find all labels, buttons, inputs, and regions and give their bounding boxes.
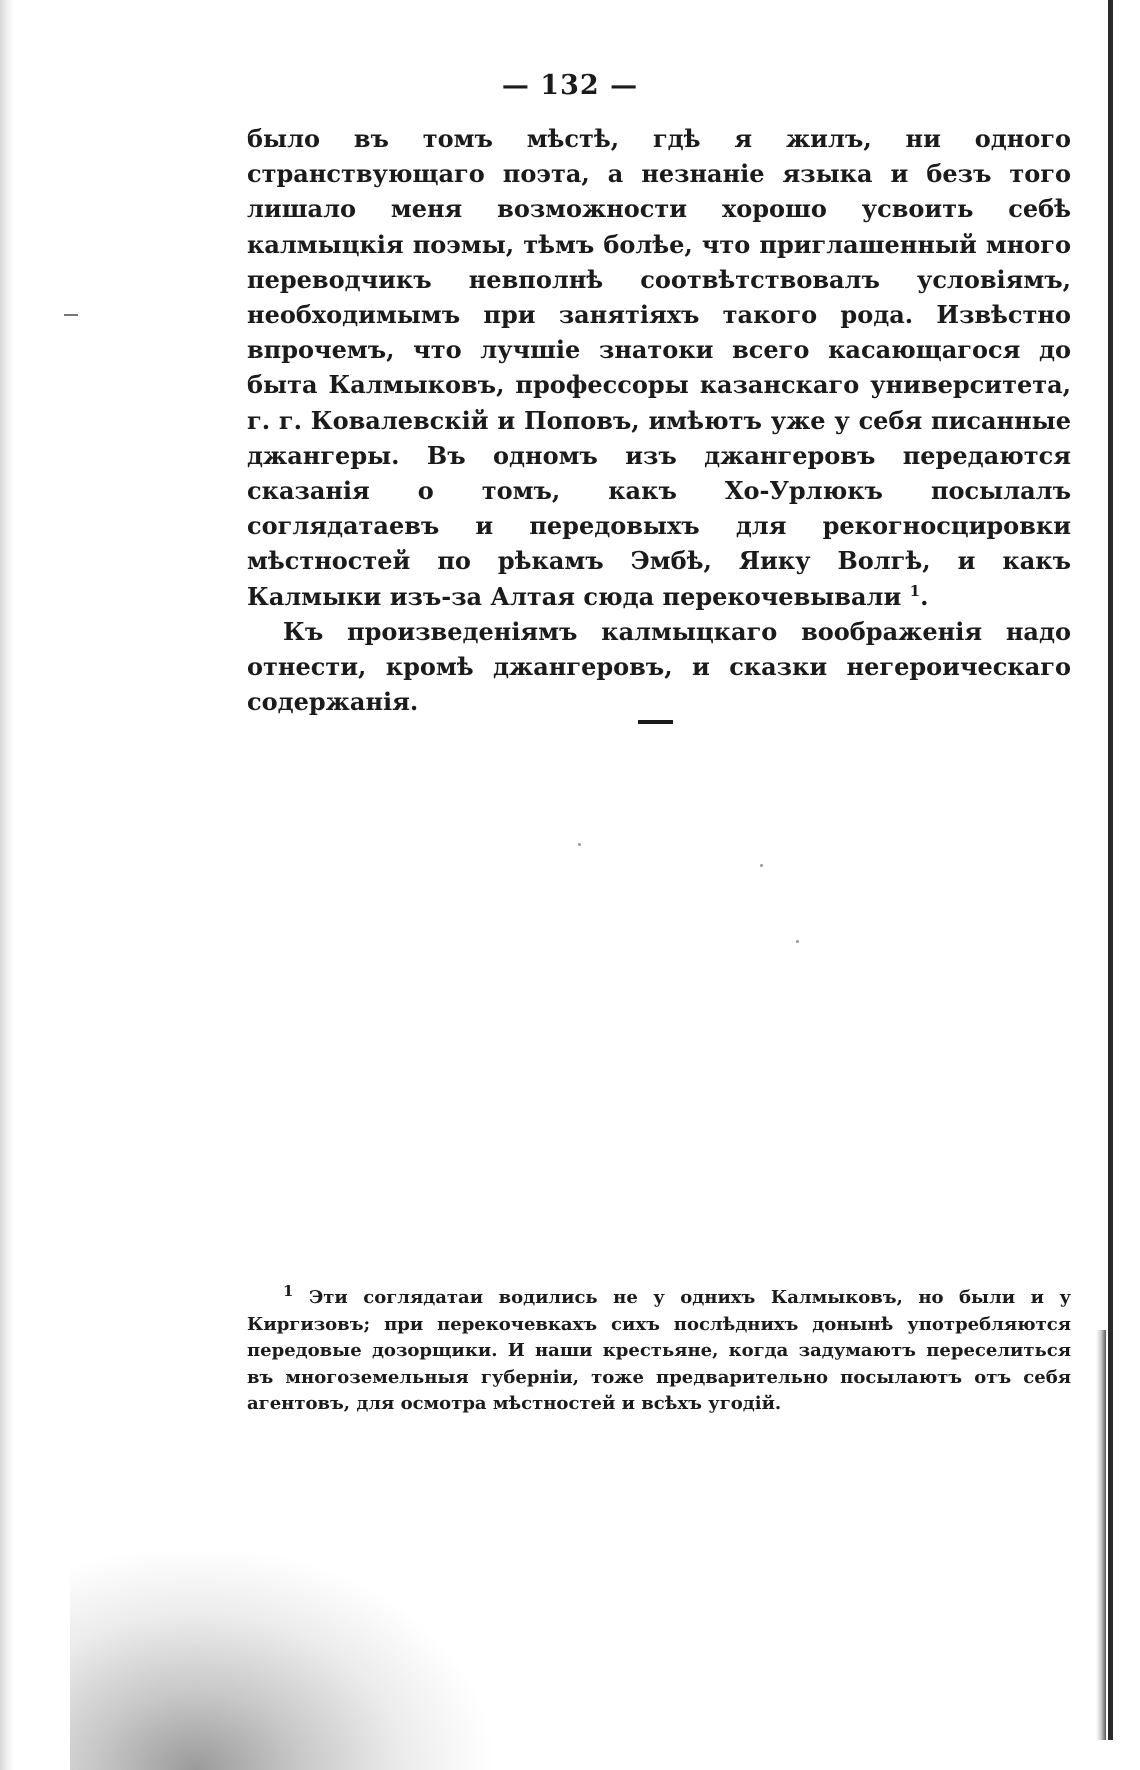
footnote-text: Эти соглядатаи водились не у однихъ Калмыковъ, но были и у Киргизовъ; при перекочевкахъ сихъ послѣднихъ донынѣ употребляются передовые дозорщики. И наши крестьяне, когда задумаютъ переселиться въ многоземельныя губерніи, тоже предварительно посылаютъ отъ себя агентовъ, для осмотра мѣстностей и всѣхъ угодій. bbox=[247, 1287, 1071, 1414]
body-text bbox=[247, 121, 1071, 719]
scan-right-edge bbox=[1108, 0, 1113, 1740]
scan-corner-smudge bbox=[70, 1550, 490, 1770]
paragraph: Къ произведеніямъ калмыцкаго воображенія надо отнести, кромѣ джангеровъ, и сказки негероическаго содержанія. bbox=[247, 616, 1071, 717]
scan-left-edge bbox=[0, 0, 14, 1770]
scan-right-shadow bbox=[1096, 1330, 1106, 1740]
paragraph bbox=[247, 121, 1071, 614]
scan-margin-mark bbox=[64, 314, 78, 316]
footnote bbox=[247, 1282, 1071, 1418]
scan-speck bbox=[796, 940, 799, 943]
footnote-paragraph bbox=[247, 1282, 1071, 1418]
page-number: — 132 — bbox=[501, 70, 639, 101]
scan-speck bbox=[578, 843, 581, 846]
scan-speck bbox=[760, 864, 763, 867]
footnote-marker: 1 bbox=[283, 1282, 294, 1300]
paragraph-text: было въ томъ мѣстѣ, гдѣ я жилъ, ни одного странствующаго поэта, а незнаніе языка и безъ того лишало меня возможности хорошо усвоить себѣ калмыцкія поэмы, тѣмъ болѣе, что приглашенный много переводчикъ невполнѣ соотвѣтствовалъ условіямъ, необходимымъ при занятіяхъ такого рода. Извѣстно впрочемъ, что лучшіе знатоки всего касающагося до быта Калмыковъ, профессоры казанскаго университета, г. г. Ковалевскій и Поповъ, имѣютъ уже у себя писанные джангеры. Въ одномъ изъ джангеровъ передаются сказанія о томъ, какъ Хо-Урлюкъ посылалъ соглядатаевъ и передовыхъ для рекогносцировки мѣстностей по рѣкамъ Эмбѣ, Яику Волгѣ, и какъ Калмыки изъ-за Алтая сюда перекочевывали bbox=[247, 124, 1071, 611]
paragraph-end: . bbox=[920, 581, 929, 611]
footnote-reference: 1 bbox=[909, 581, 921, 600]
section-divider bbox=[638, 720, 673, 724]
